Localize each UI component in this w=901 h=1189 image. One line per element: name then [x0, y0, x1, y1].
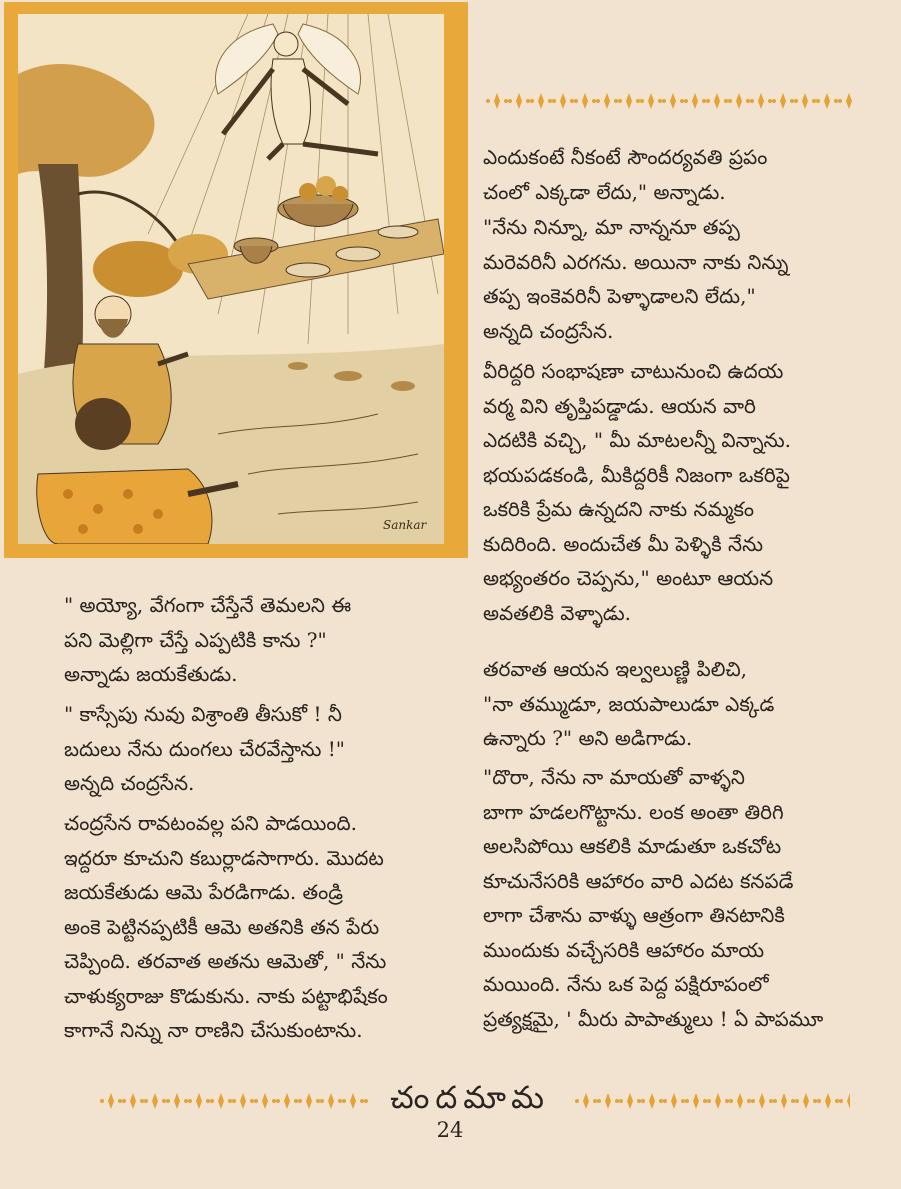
ornamental-border-top — [486, 90, 856, 112]
right-paragraph-5: "దొరా, నేను నా మాయతో వాళ్ళని బాగా హడలగొట్టాను. లంక అంతా తిరిగి అలసిపోయి ఆకలికి మాడుతూ ఒకచోట కూచునేసరికి ఆహారం వారి ఎదట కనపడే లాగా చేశాను వాళ్ళు ఆత్రంగా తినటానికి ముందుకు వచ్చేసరికి ఆహారం మాయ మయింది. నేను ఒక పెద్ద పక్షిరూపంలో ప్రత్యక్షమై, ' మీరు పాపాత్ములు ! ఏ పాపమూ — [483, 765, 824, 1031]
page-number: 24 — [436, 1118, 464, 1142]
ornamental-border-footer-right — [575, 1090, 850, 1112]
svg-text:Sankar: Sankar — [383, 518, 427, 532]
right-paragraph-2: "నేను నిన్నూ, మా నాన్ననూ తప్ప మరెవరినీ ఎరగను. అయినా నాకు నిన్ను తప్ప ఇంకెవరినీ పెళ్ళాడాలని లేదు," అన్నది చంద్రసేన. — [483, 215, 789, 343]
left-paragraph-1: " అయ్యో, వేగంగా చేస్తేనే తెమలని ఈ పని మెల్లిగా చేస్తే ఎప్పటికి కాను ?" అన్నాడు జయకేతుడు. — [64, 593, 352, 686]
right-paragraph-4: తరవాత ఆయన ఇల్వలుణ్ణి పిలిచి, "నా తమ్ముడూ, జయపాలుడూ ఎక్కడ ఉన్నారు ?" అని అడిగాడు. — [483, 657, 775, 750]
ornamental-border-footer-left — [100, 1090, 370, 1112]
right-paragraph-3: వీరిద్దరి సంభాషణా చాటునుంచి ఉదయ వర్మ విని తృప్తిపడ్డాడు. ఆయన వారి ఎదటికి వచ్చి, " మీ మాటలన్నీ విన్నాను. భయపడకండి, మీకిద్దరికీ నిజంగా ఒకరిపై ఒకరికి ప్రేమ ఉన్నదని నాకు నమ్మకం కుదిరింది. అందుచేత మీ పెళ్ళికి నేను అభ్యంతరం చెప్పను," అంటూ ఆయన అవతలికి వెళ్ళాడు. — [483, 359, 791, 625]
story-illustration-frame — [4, 2, 468, 558]
left-paragraph-3: చంద్రసేన రావటంవల్ల పని పాడయింది. ఇద్దరూ కూచుని కబుర్లాడసాగారు. మొదట జయకేతుడు ఆమె పేరడిగాడు. తండ్రి అంకె పెట్టినప్పటికీ ఆమె అతనికి తన పేరు చెప్పింది. తరవాత అతను ఆమెతో, " నేను చాళుక్యరాజు కొడుకును. నాకు పట్టాభిషేకం కాగానే నిన్ను నా రాణిని చేసుకుంటాను. — [64, 811, 388, 1042]
angel-feast-illustration-icon — [18, 14, 444, 544]
right-paragraph-1: ఎందుకంటే నీకంటే సౌందర్యవతి ప్రపం చంలో ఎక్కడా లేదు," అన్నాడు. — [483, 145, 768, 204]
story-illustration — [18, 14, 444, 544]
magazine-title: చందమామ — [390, 1080, 550, 1116]
left-paragraph-2: " కాస్సేపు నువు విశ్రాంతి తీసుకో ! నీ బదులు నేను దుంగలు చేరవేస్తాను !" అన్నది చంద్రసేన. — [64, 702, 345, 795]
